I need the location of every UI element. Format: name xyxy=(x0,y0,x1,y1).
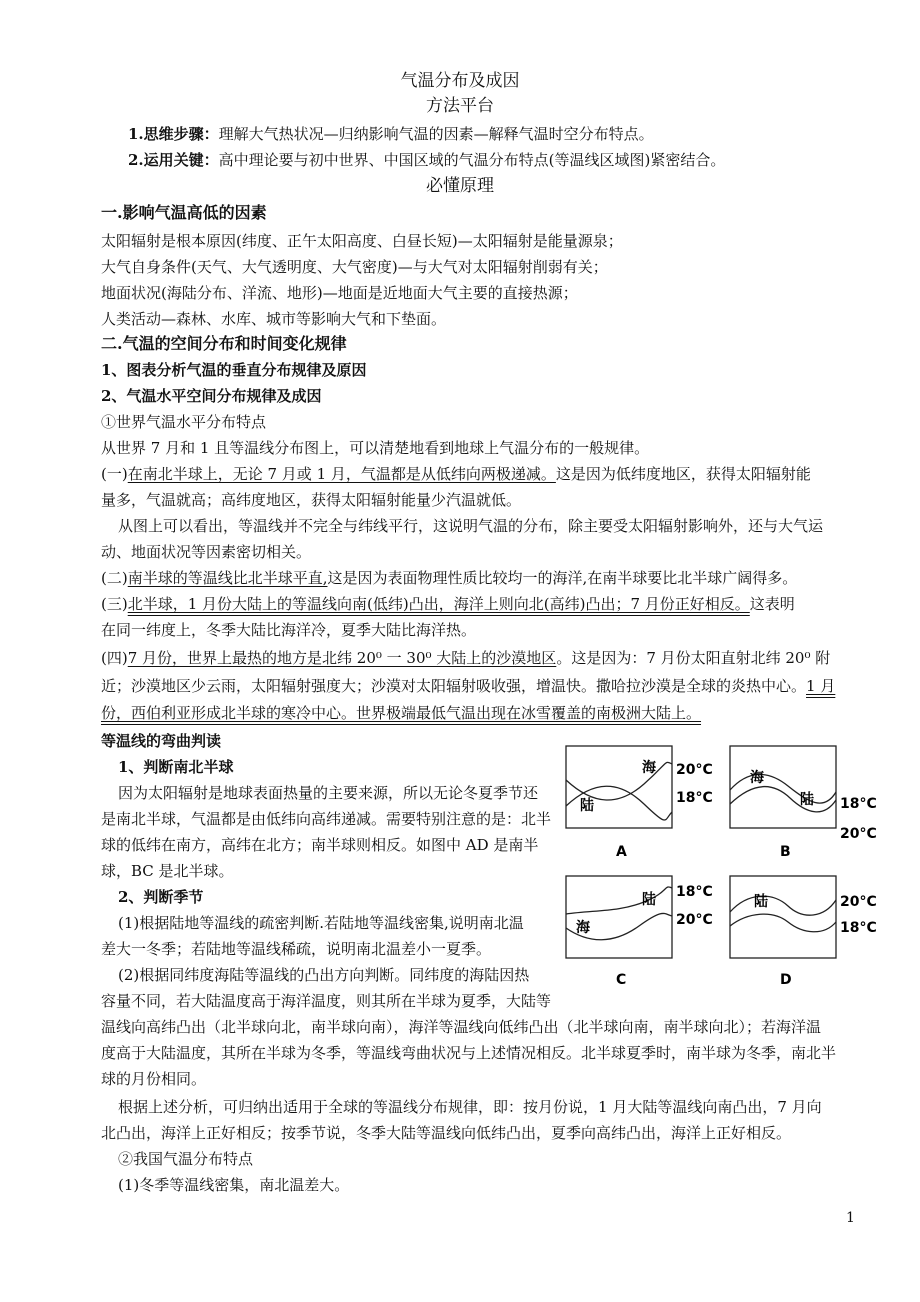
rule-3-underlined: 北半球，1 月份大陆上的等温线向南(低纬)凸出，海洋上则向北(高纬)凸出；7 月份正好相反。 xyxy=(127,595,750,613)
heading-horizontal: 2、气温水平空间分布规律及成因 xyxy=(101,387,322,405)
rule-1-underlined: 在南北半球上，无论 7 月或 1 月，气温都是从低纬向两极递减。 xyxy=(127,465,556,483)
rule-4-underlined-3: 份，西伯利亚形成北半球的寒冷中心。世界极端最低气温出现在冰雪覆盖的南极洲大陆上。 xyxy=(101,704,702,722)
method-step-1 xyxy=(128,123,654,145)
hemisphere-text-1: 因为太阳辐射是地球表面热量的主要来源，所以无论冬夏季节还 xyxy=(118,784,539,802)
figure-c-top-temp: 18°C xyxy=(676,884,713,900)
china-distribution-heading: ②我国气温分布特点 xyxy=(118,1150,254,1168)
rule-2-marker: (二) xyxy=(101,569,128,587)
page-title: 气温分布及成因 xyxy=(400,71,520,91)
rule-3-marker: (三) xyxy=(101,595,128,613)
figure-a-land-label: 陆 xyxy=(580,798,594,814)
figure-c-bottom-temp: 20°C xyxy=(676,912,713,928)
method-step-2-label: 2.运用关键： xyxy=(128,151,219,169)
page-number: 1 xyxy=(846,1210,855,1226)
method-step-2-text: 高中理论要与初中世界、中国区域的气温分布特点(等温线区域图)紧密结合。 xyxy=(218,151,726,169)
paragraph-rule-4 xyxy=(101,647,830,669)
rule-3-text: 这表明 xyxy=(749,595,795,613)
heading-hemisphere: 1、判断南北半球 xyxy=(118,758,234,776)
rule-1-text: 这是因为低纬度地区，获得太阳辐射能 xyxy=(555,465,811,483)
factor-2: 大气自身条件(天气、大气透明度、大气密度)—与大气对太阳辐射削弱有关； xyxy=(101,258,608,276)
hemisphere-text-4: 球，BC 是北半球。 xyxy=(101,862,234,880)
summary-text-1: 根据上述分析，可归纳出适用于全球的等温线分布规律，即：按月份说，1 月大陆等温线向南凸出，7 月向 xyxy=(118,1098,822,1116)
figure-c-sea-label: 海 xyxy=(576,920,590,936)
rule-2-underlined: 南半球的等温线比北半球平直, xyxy=(127,569,328,587)
season-text-7: 球的月份相同。 xyxy=(101,1070,207,1088)
method-step-1-label: 1.思维步骤： xyxy=(128,125,219,143)
method-step-1-text: 理解大气热状况—归纳影响气温的因素—解释气温时空分布特点。 xyxy=(218,125,654,143)
factor-1: 太阳辐射是根本原因(纬度、正午太阳高度、白昼长短)—太阳辐射是能量源泉； xyxy=(101,232,623,250)
heading-distribution: 二.气温的空间分布和时间变化规律 xyxy=(101,334,347,353)
figure-b-bottom-temp: 20°C xyxy=(840,826,877,842)
paragraph-rule-3 xyxy=(101,593,795,615)
paragraph-rule-2 xyxy=(101,567,797,589)
rule-4-text-2: 近；沙漠地区少云雨，太阳辐射强度大；沙漠对太阳辐射吸收强，增温快。撒哈拉沙漠是全球的炎热中心。 xyxy=(101,677,807,695)
figure-d-bottom-temp: 18°C xyxy=(840,920,877,936)
season-text-3: (2)根据同纬度海陆等温线的凸出方向判断。同纬度的海陆因热 xyxy=(118,966,530,984)
world-distribution-heading: ①世界气温水平分布特点 xyxy=(101,413,267,431)
paragraph-rule-4-cont xyxy=(101,675,835,697)
rule-1-marker: (一) xyxy=(101,465,128,483)
paragraph-rule-4-cont-2 xyxy=(101,702,701,724)
figure-d-land-label: 陆 xyxy=(754,894,768,910)
rule-2-text: 这是因为表面物理性质比较均一的海洋,在南半球要比北半球广阔得多。 xyxy=(327,569,798,587)
figure-d xyxy=(728,872,898,990)
season-text-4: 容量不同，若大陆温度高于海洋温度，则其所在半球为夏季，大陆等 xyxy=(101,992,552,1010)
method-step-2 xyxy=(128,149,725,171)
summary-text-2: 北凸出，海洋上正好相反；按季节说，冬季大陆等温线向低纬凸出，夏季向高纬凸出，海洋上正好相反。 xyxy=(101,1124,792,1142)
figure-c xyxy=(564,872,724,990)
figure-a-sea-label: 海 xyxy=(642,760,656,776)
figure-b xyxy=(728,742,898,860)
hemisphere-text-3: 球的低纬在南方，高纬在北方；南半球则相反。如图中 AD 是南半 xyxy=(101,836,539,854)
figure-a-top-temp: 20°C xyxy=(676,762,713,778)
paragraph-isotherm-note: 从图上可以看出，等温线并不完全与纬线平行，这说明气温的分布，除主要受太阳辐射影响外，还与大气运 xyxy=(118,517,824,535)
figure-c-land-label: 陆 xyxy=(642,892,656,908)
figure-d-isotherm-lower xyxy=(730,914,836,932)
figure-d-isotherm-upper xyxy=(730,896,836,915)
season-text-2: 差大一冬季；若陆地等温线稀疏，说明南北温差小一夏季。 xyxy=(101,940,492,958)
figure-c-frame xyxy=(566,876,672,958)
figure-b-land-label: 陆 xyxy=(800,792,814,808)
rule-4-underlined: 7 月份，世界上最热的地方是北纬 20⁰ 一 30⁰ 大陆上的沙漠地区 xyxy=(127,649,557,667)
paragraph-intro: 从世界 7 月和 1 且等温线分布图上，可以清楚地看到地球上气温分布的一般规律。 xyxy=(101,439,650,457)
factor-3: 地面状况(海陆分布、洋流、地形)—地面是近地面大气主要的直接热源； xyxy=(101,284,578,302)
paragraph-rule-1 xyxy=(101,463,811,485)
paragraph-isotherm-note-cont: 动、地面状况等因素密切相关。 xyxy=(101,543,312,561)
section-heading-method: 方法平台 xyxy=(426,96,494,116)
figure-a-bottom-temp: 18°C xyxy=(676,790,713,806)
figure-b-top-temp: 18°C xyxy=(840,796,877,812)
figure-b-sea-label: 海 xyxy=(750,770,764,786)
paragraph-rule-1-cont: 量多，气温就高；高纬度地区，获得太阳辐射能量少汽温就低。 xyxy=(101,491,522,509)
figure-d-top-temp: 20°C xyxy=(840,894,877,910)
figure-b-frame xyxy=(730,746,836,828)
figure-a xyxy=(564,742,724,860)
figure-c-caption: C xyxy=(616,972,627,988)
factor-4: 人类活动—森林、水库、城市等影响大气和下垫面。 xyxy=(101,310,447,328)
figure-c-isotherm-upper xyxy=(566,887,672,914)
season-text-6: 度高于大陆温度，其所在半球为冬季，等温线弯曲状况与上述情况相反。北半球夏季时，南半球为冬季，南北半 xyxy=(101,1044,837,1062)
figure-b-isotherm-upper xyxy=(730,774,836,803)
heading-vertical: 1、图表分析气温的垂直分布规律及原因 xyxy=(101,361,367,379)
figure-b-isotherm-lower xyxy=(730,787,836,812)
paragraph-rule-3-cont: 在同一纬度上，冬季大陆比海洋冷，夏季大陆比海洋热。 xyxy=(101,621,477,639)
season-text-1: (1)根据陆地等温线的疏密判断.若陆地等温线密集,说明南北温 xyxy=(118,914,524,932)
figure-d-caption: D xyxy=(780,972,792,988)
figure-a-caption: A xyxy=(616,844,627,860)
hemisphere-text-2: 是南北半球，气温都是由低纬向高纬递减。需要特别注意的是：北半 xyxy=(101,810,552,828)
rule-4-text: 。这是因为：7 月份太阳直射北纬 20⁰ 附 xyxy=(556,649,831,667)
rule-4-marker: (四) xyxy=(101,649,128,667)
season-text-5: 温线向高纬凸出（北半球向北，南半球向南），海洋等温线向低纬凸出（北半球向南，南半球向北）；若海洋温 xyxy=(101,1018,822,1036)
heading-season: 2、判断季节 xyxy=(118,888,204,906)
heading-isotherm-bending: 等温线的弯曲判读 xyxy=(101,732,222,750)
figure-b-caption: B xyxy=(780,844,791,860)
china-feature-1: (1)冬季等温线密集，南北温差大。 xyxy=(118,1176,350,1194)
rule-4-underlined-2: 1 月 xyxy=(806,677,836,695)
heading-factors: 一.影响气温高低的因素 xyxy=(101,203,267,222)
section-heading-principles: 必懂原理 xyxy=(426,176,494,196)
